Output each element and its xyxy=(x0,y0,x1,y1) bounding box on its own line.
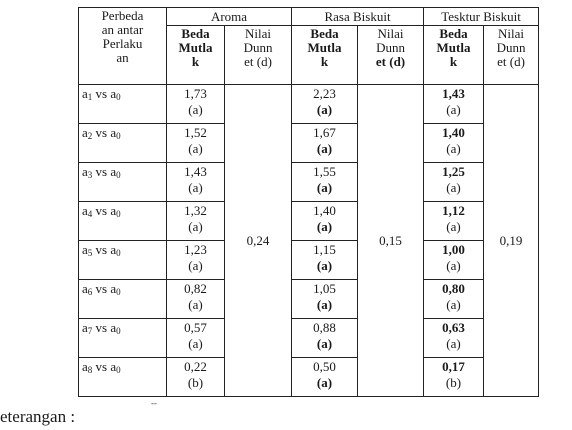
comparison-cell xyxy=(79,124,167,163)
tekstur-nilai-dunnett-header xyxy=(484,26,539,85)
aroma-beda-mutlak-cell xyxy=(167,202,225,241)
header-line: Nilai xyxy=(498,26,525,41)
control-letter: a xyxy=(110,320,117,335)
header-line: k xyxy=(191,54,200,69)
comparison-cell xyxy=(79,319,167,358)
treatment-index: 4 xyxy=(87,209,93,219)
value-group-letter: (b) xyxy=(445,375,462,390)
value-number: 0,22 xyxy=(184,359,207,374)
value-group-letter: (a) xyxy=(188,336,203,351)
tekstur-beda-mutlak-cell xyxy=(424,358,484,397)
value-group-letter: (a) xyxy=(188,297,203,312)
value-group-letter: (a) xyxy=(316,375,333,390)
rasa-beda-mutlak-cell xyxy=(292,202,358,241)
table-row xyxy=(79,85,539,124)
tekstur-beda-mutlak-cell xyxy=(424,241,484,280)
versus-text: vs xyxy=(92,164,111,179)
value-number: 0,50 xyxy=(313,359,336,374)
rasa-beda-mutlak-cell xyxy=(292,319,358,358)
rasa-beda-mutlak-cell xyxy=(292,280,358,319)
treatment-letter: a xyxy=(82,86,88,101)
treatment-letter: a xyxy=(82,359,88,374)
header-line: Dunn xyxy=(243,40,273,55)
tekstur-beda-mutlak-cell xyxy=(424,124,484,163)
value-group-letter: (b) xyxy=(187,375,204,390)
control-letter: a xyxy=(110,359,117,374)
control-letter: a xyxy=(110,203,117,218)
value-group-letter: (a) xyxy=(446,141,461,156)
table-row xyxy=(79,124,539,163)
tekstur-beda-mutlak-cell xyxy=(424,202,484,241)
tekstur-beda-mutlak-header xyxy=(424,26,484,85)
comparison-cell xyxy=(79,280,167,319)
treatment-letter: a xyxy=(82,203,88,218)
table-row xyxy=(79,163,539,202)
value-group-letter: (a) xyxy=(446,180,461,195)
table-row xyxy=(79,241,539,280)
treatment-letter: a xyxy=(82,125,88,140)
control-letter: a xyxy=(110,281,117,296)
header-line: Mutla xyxy=(178,40,213,55)
value-number: 1,55 xyxy=(313,164,336,179)
table-row xyxy=(79,280,539,319)
value-group-letter: (a) xyxy=(316,336,333,351)
comparison-cell xyxy=(79,358,167,397)
header-line: Nilai xyxy=(377,26,404,41)
value-group-letter: (a) xyxy=(446,219,461,234)
aroma-beda-mutlak-cell xyxy=(167,358,225,397)
versus-text: vs xyxy=(92,320,111,335)
value-group-letter: (a) xyxy=(446,336,461,351)
value-number: 1,73 xyxy=(184,86,207,101)
rasa-beda-mutlak-cell xyxy=(292,124,358,163)
versus-text: vs xyxy=(92,203,111,218)
header-line: et (d) xyxy=(244,54,272,69)
aroma-nilai-dunnett-header xyxy=(225,26,292,85)
treatment-letter: a xyxy=(82,320,88,335)
header-line: Perlaku xyxy=(102,36,143,51)
value-group-letter: (a) xyxy=(446,297,461,312)
value-group-letter: (a) xyxy=(316,258,333,273)
tekstur-group-header: Tesktur Biskuit xyxy=(424,8,539,26)
value-number: 0,57 xyxy=(184,320,207,335)
value-number: 2,23 xyxy=(313,86,336,101)
control-index: 0 xyxy=(116,92,121,102)
value-number: 1,25 xyxy=(442,164,465,179)
value-number: 1,40 xyxy=(313,203,336,218)
value-group-letter: (a) xyxy=(188,180,203,195)
rasa-nilai-dunnett-header xyxy=(358,26,424,85)
header-line: Perbeda xyxy=(101,8,144,23)
treatment-index: 8 xyxy=(87,365,93,375)
treatment-index: 5 xyxy=(87,248,93,258)
treatment-letter: a xyxy=(82,164,88,179)
value-number: 1,67 xyxy=(313,125,336,140)
header-line: Beda xyxy=(439,26,468,41)
treatment-index: 1 xyxy=(87,92,93,102)
value-group-letter: (a) xyxy=(316,102,333,117)
header-line: Dunn xyxy=(496,40,526,55)
tekstur-dunnett-value: 0,19 xyxy=(484,85,539,397)
aroma-beda-mutlak-cell xyxy=(167,163,225,202)
value-number: 1,12 xyxy=(442,203,465,218)
table-row xyxy=(79,202,539,241)
value-group-letter: (a) xyxy=(316,141,333,156)
table-header-row-groups xyxy=(79,8,539,26)
value-number: 0,80 xyxy=(442,281,465,296)
header-line: Nilai xyxy=(245,26,271,41)
control-index: 0 xyxy=(116,248,121,258)
header-line: et (d) xyxy=(375,54,406,69)
versus-text: vs xyxy=(92,86,111,101)
control-index: 0 xyxy=(116,287,121,297)
value-number: 1,52 xyxy=(184,125,207,140)
value-number: 1,05 xyxy=(313,281,336,296)
value-group-letter: (a) xyxy=(316,297,333,312)
value-number: 1,43 xyxy=(184,164,207,179)
versus-text: vs xyxy=(92,242,111,257)
footer-mark: -- xyxy=(151,398,157,408)
aroma-beda-mutlak-cell xyxy=(167,124,225,163)
value-group-letter: (a) xyxy=(188,102,203,117)
tekstur-beda-mutlak-cell xyxy=(424,280,484,319)
table-body xyxy=(79,85,539,397)
control-letter: a xyxy=(110,242,117,257)
value-group-letter: (a) xyxy=(316,180,333,195)
treatment-index: 7 xyxy=(87,326,93,336)
header-line: an xyxy=(116,50,129,65)
header-line: Beda xyxy=(310,26,339,41)
header-line: an antar xyxy=(101,22,144,37)
rasa-beda-mutlak-header xyxy=(292,26,358,85)
value-group-letter: (a) xyxy=(188,219,203,234)
rasa-beda-mutlak-cell xyxy=(292,163,358,202)
value-number: 1,15 xyxy=(313,242,336,257)
value-number: 1,23 xyxy=(184,242,207,257)
header-line: k xyxy=(449,54,458,69)
aroma-beda-mutlak-header xyxy=(167,26,225,85)
versus-text: vs xyxy=(92,359,111,374)
tekstur-beda-mutlak-cell xyxy=(424,319,484,358)
header-line: Dunn xyxy=(376,40,405,55)
comparison-column-header xyxy=(79,8,167,85)
aroma-beda-mutlak-cell xyxy=(167,85,225,124)
aroma-beda-mutlak-cell xyxy=(167,241,225,280)
treatment-index: 3 xyxy=(87,170,93,180)
value-number: 0,63 xyxy=(442,320,465,335)
control-letter: a xyxy=(110,86,117,101)
treatment-letter: a xyxy=(82,281,88,296)
header-line: Mutla xyxy=(436,40,471,55)
control-index: 0 xyxy=(116,326,121,336)
header-line: Mutla xyxy=(307,40,342,55)
rasa-dunnett-value: 0,15 xyxy=(358,85,424,397)
aroma-group-header: Aroma xyxy=(167,8,292,26)
rasa-group-header: Rasa Biskuit xyxy=(292,8,424,26)
header-line: et (d) xyxy=(497,54,525,69)
versus-text: vs xyxy=(92,281,111,296)
table-row xyxy=(79,358,539,397)
header-line: Beda xyxy=(181,26,210,41)
rasa-beda-mutlak-cell xyxy=(292,85,358,124)
control-letter: a xyxy=(110,164,117,179)
comparison-cell xyxy=(79,85,167,124)
dunnett-results-table xyxy=(78,7,539,397)
control-letter: a xyxy=(110,125,117,140)
aroma-beda-mutlak-cell xyxy=(167,319,225,358)
treatment-letter: a xyxy=(82,242,88,257)
value-number: 1,00 xyxy=(442,242,465,257)
aroma-dunnett-value: 0,24 xyxy=(225,85,292,397)
rasa-beda-mutlak-cell xyxy=(292,241,358,280)
comparison-cell xyxy=(79,163,167,202)
keterangan-label: eterangan : xyxy=(0,407,76,426)
rasa-beda-mutlak-cell xyxy=(292,358,358,397)
value-number: 1,40 xyxy=(442,125,465,140)
value-number: 0,88 xyxy=(313,320,336,335)
value-group-letter: (a) xyxy=(188,141,203,156)
versus-text: vs xyxy=(92,125,111,140)
treatment-index: 6 xyxy=(87,287,93,297)
table-row xyxy=(79,319,539,358)
tekstur-beda-mutlak-cell xyxy=(424,163,484,202)
value-group-letter: (a) xyxy=(446,258,461,273)
treatment-index: 2 xyxy=(87,131,93,141)
comparison-cell xyxy=(79,241,167,280)
comparison-cell xyxy=(79,202,167,241)
value-number: 1,43 xyxy=(442,86,465,101)
header-line: k xyxy=(320,54,329,69)
value-group-letter: (a) xyxy=(316,219,333,234)
value-group-letter: (a) xyxy=(188,258,203,273)
control-index: 0 xyxy=(116,209,121,219)
control-index: 0 xyxy=(116,365,121,375)
value-group-letter: (a) xyxy=(446,102,461,117)
aroma-beda-mutlak-cell xyxy=(167,280,225,319)
value-number: 0,82 xyxy=(184,281,207,296)
control-index: 0 xyxy=(116,170,121,180)
value-number: 0,17 xyxy=(442,359,465,374)
tekstur-beda-mutlak-cell xyxy=(424,85,484,124)
control-index: 0 xyxy=(116,131,121,141)
value-number: 1,32 xyxy=(184,203,207,218)
